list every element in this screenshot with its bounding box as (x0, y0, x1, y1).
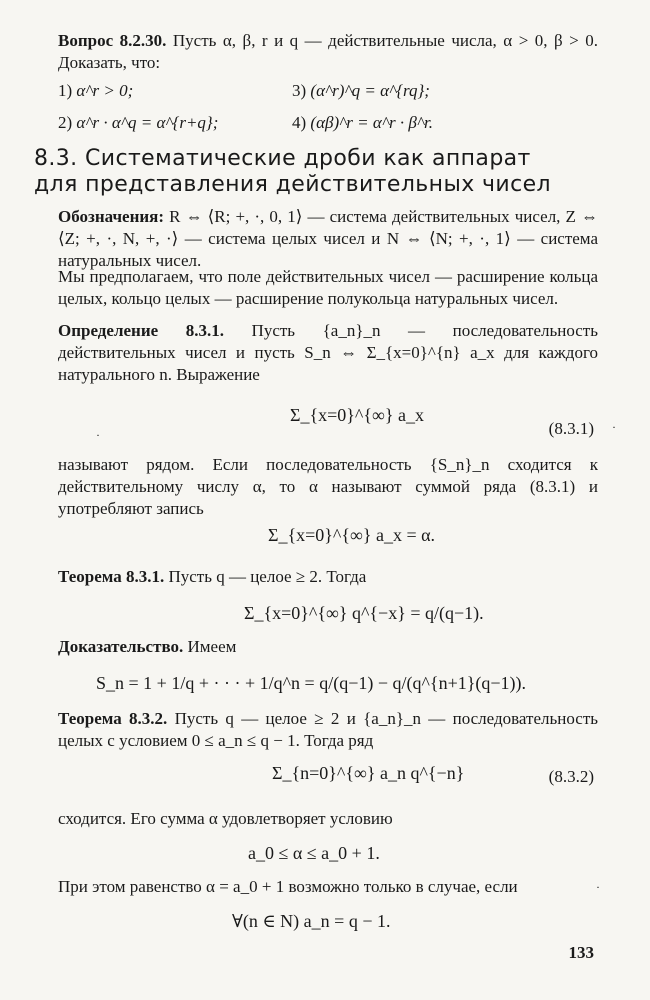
theorem2-forall-formula: ∀(n ∈ N) a_n = q − 1. (232, 911, 391, 931)
question-item-3: 3) (α^r)^q = α^{rq}; (292, 81, 430, 100)
question-paragraph (58, 30, 598, 74)
theorem1-text: Пусть q — целое ≥ 2. Тогда (168, 567, 367, 586)
question-item-2: 2) α^r · α^q = α^{r+q}; (58, 113, 219, 132)
theorem2-series-formula: Σ_{n=0}^{∞} a_n q^{−n} (272, 763, 465, 783)
scan-speck: · (96, 428, 100, 442)
proof-label: Доказательство. (58, 637, 184, 656)
definition-paragraph (58, 320, 598, 386)
eq-number-8-3-1: (8.3.1) (548, 419, 594, 438)
definition-paragraph-b: называют рядом. Если последовательность {S_n}_n сходится к действительному числу α, то α называют суммой ряда (8.3.1) и употребляют запись (58, 455, 598, 519)
scan-speck: · (596, 880, 600, 894)
section-heading (34, 146, 614, 199)
question-item-1: 1) α^r > 0; (58, 81, 134, 100)
question-label: Вопрос 8.2.30. (58, 31, 167, 50)
proof-formula: S_n = 1 + 1/q + · · · + 1/q^n = q/(q−1) − q/(q^{n+1}(q−1)). (96, 673, 526, 693)
theorem2-label: Теорема 8.3.2. (58, 709, 168, 728)
definition-label: Определение 8.3.1. (58, 321, 224, 340)
eq-number-8-3-2: (8.3.2) (548, 767, 594, 786)
series-sum-formula: Σ_{x=0}^{∞} a_x = α. (268, 525, 436, 545)
question-text: Пусть α, β, r и q — действительные числа, α > 0, β > 0. Доказать, что: (58, 31, 598, 73)
theorem2-paragraph (58, 708, 598, 752)
notation-paragraph (58, 206, 598, 272)
section-title-line2: для представления действительных чисел (34, 172, 552, 198)
section-title-line1: Систематические дроби как аппарат (85, 146, 531, 171)
theorem2-text: Пусть q — целое ≥ 2 и {a_n}_n — последовательность целых с условием 0 ≤ a_n ≤ q − 1. Тогда ряд (58, 709, 598, 751)
theorem2-paragraph-c: При этом равенство α = a_0 + 1 возможно только в случае, если (58, 877, 518, 896)
definition-text-a: Пусть {a_n}_n — последовательность действительных чисел и пусть S_n ⇔ Σ_{x=0}^{n} a_x для каждого натурального n. Выражение (58, 321, 598, 385)
theorem1-formula: Σ_{x=0}^{∞} q^{−x} = q/(q−1). (244, 603, 484, 623)
series-formula: Σ_{x=0}^{∞} a_x (290, 405, 424, 425)
theorem2-bound-formula: a_0 ≤ α ≤ a_0 + 1. (248, 843, 380, 863)
section-number: 8.3. (34, 146, 78, 171)
question-item-4: 4) (αβ)^r = α^r · β^r. (292, 113, 433, 132)
scan-speck: · (612, 420, 616, 434)
theorem1-label: Теорема 8.3.1. (58, 567, 165, 586)
theorem1-paragraph (58, 566, 598, 588)
proof-text: Имеем (187, 637, 237, 656)
assumption-paragraph: Мы предполагаем, что поле действительных чисел — расширение кольца целых, кольцо целых — расширение полукольца натуральных чисел. (58, 267, 598, 309)
theorem2-paragraph-b: сходится. Его сумма α удовлетворяет условию (58, 809, 393, 828)
page-number: 133 (568, 943, 594, 962)
notation-label: Обозначения: (58, 207, 165, 226)
notation-text: R ⇔ ⟨R; +, ·, 0, 1⟩ — система действительных чисел, Z ⇔ ⟨Z; +, ·, N, +, ·⟩ — система целых чисел и N ⇔ ⟨N; +, ·, 1⟩ — система натуральных чисел. (58, 207, 599, 271)
proof-paragraph (58, 636, 598, 658)
